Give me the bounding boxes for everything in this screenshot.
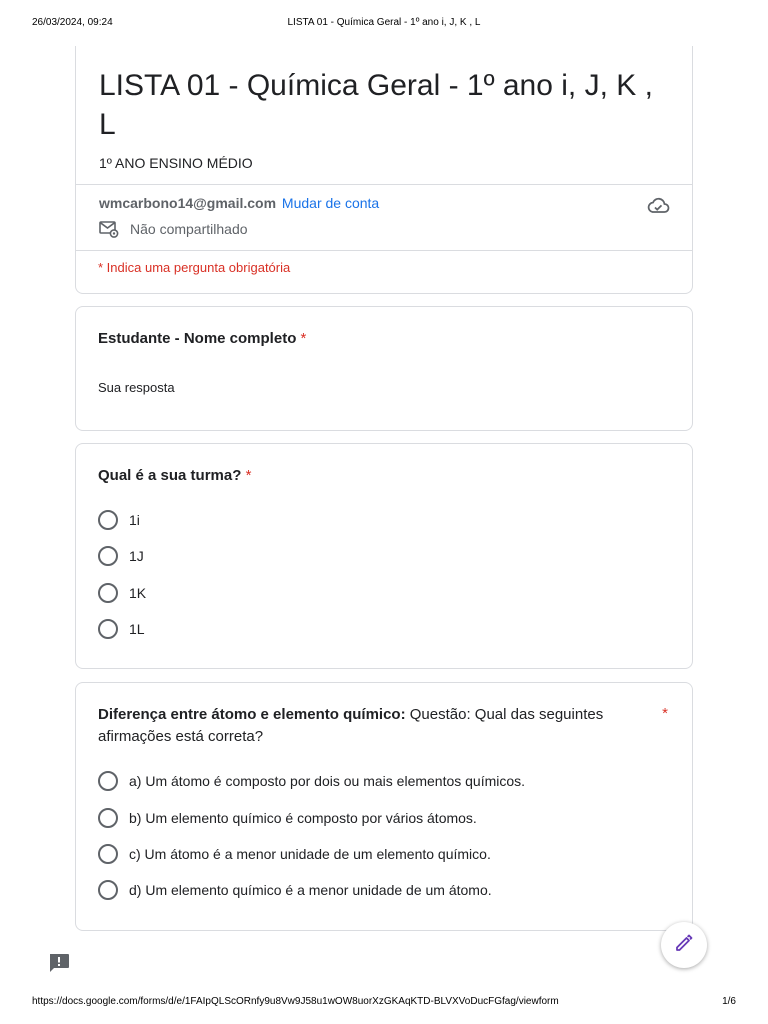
- radio-option-1j[interactable]: [98, 546, 144, 566]
- question-title-bold: Diferença entre átomo e elemento químico:: [98, 706, 406, 723]
- question-card-class: [75, 443, 693, 669]
- name-answer-input[interactable]: Sua resposta: [98, 380, 175, 395]
- print-header: [0, 17, 768, 31]
- switch-account-link[interactable]: Mudar de conta: [281, 195, 380, 211]
- radio-button[interactable]: [98, 771, 118, 791]
- print-page-number: 1/6: [722, 996, 736, 1007]
- share-status: [99, 220, 248, 238]
- radio-option-c[interactable]: [98, 844, 491, 864]
- question-title: [98, 465, 251, 487]
- pencil-icon: [674, 933, 694, 958]
- option-label: 1i: [129, 512, 140, 528]
- radio-option-1k[interactable]: [98, 583, 146, 603]
- option-label: c) Um átomo é a menor unidade de um elemento químico.: [129, 846, 491, 862]
- option-label: 1J: [129, 548, 144, 564]
- cloud-save-icon: [646, 196, 670, 216]
- question-title: [98, 328, 306, 350]
- question-title-rest: Questão: Qual das seguintes afirmações está correta?: [98, 706, 604, 745]
- divider: [76, 250, 692, 251]
- radio-option-b[interactable]: [98, 808, 477, 828]
- radio-option-1i[interactable]: [98, 510, 140, 530]
- radio-button[interactable]: [98, 808, 118, 828]
- option-label: 1K: [129, 585, 147, 601]
- option-label: d) Um elemento químico é a menor unidade de um átomo.: [129, 882, 492, 898]
- radio-option-1l[interactable]: [98, 619, 145, 639]
- radio-button[interactable]: [98, 619, 118, 639]
- not-shared-label: Não compartilhado: [130, 221, 248, 237]
- required-note: * Indica uma pergunta obrigatória: [98, 260, 291, 275]
- required-asterisk: *: [662, 705, 668, 722]
- radio-option-a[interactable]: [98, 771, 525, 791]
- option-label: 1L: [129, 621, 145, 637]
- radio-button[interactable]: [98, 844, 118, 864]
- question-title-text: Qual é a sua turma?: [98, 467, 242, 484]
- form-header-card: [75, 46, 693, 294]
- edit-button[interactable]: [661, 922, 707, 968]
- option-label: b) Um elemento químico é composto por vários átomos.: [129, 810, 477, 826]
- divider: [76, 184, 692, 185]
- radio-option-d[interactable]: [98, 880, 492, 900]
- print-footer: [0, 996, 768, 1010]
- required-asterisk: *: [245, 467, 252, 484]
- radio-button[interactable]: [98, 510, 118, 530]
- question-card-name: [75, 306, 693, 431]
- question-card-atom: [75, 682, 693, 931]
- option-label: a) Um átomo é composto por dois ou mais elementos químicos.: [129, 773, 526, 789]
- account-info: [99, 195, 379, 211]
- radio-button[interactable]: [98, 880, 118, 900]
- print-datetime: 26/03/2024, 09:24: [32, 17, 113, 28]
- question-title-text: Estudante - Nome completo: [98, 330, 297, 347]
- question-title: [98, 704, 638, 748]
- radio-button[interactable]: [98, 546, 118, 566]
- form-description: 1º ANO ENSINO MÉDIO: [99, 155, 253, 171]
- required-asterisk: *: [300, 330, 307, 347]
- print-title: LISTA 01 - Química Geral - 1º ano i, J, K , L: [287, 17, 481, 28]
- radio-button[interactable]: [98, 583, 118, 603]
- mail-settings-icon: [99, 220, 119, 238]
- feedback-icon[interactable]: [48, 953, 70, 973]
- form-title: LISTA 01 - Química Geral - 1º ano i, J, K , L: [99, 69, 653, 141]
- print-url: https://docs.google.com/forms/d/e/1FAIpQLScORnfy9u8Vw9J58u1wOW8uorXzGKAqKTD-BLVXVoDucFGfag/viewform: [32, 996, 559, 1007]
- account-email: wmcarbono14@gmail.com: [99, 195, 277, 211]
